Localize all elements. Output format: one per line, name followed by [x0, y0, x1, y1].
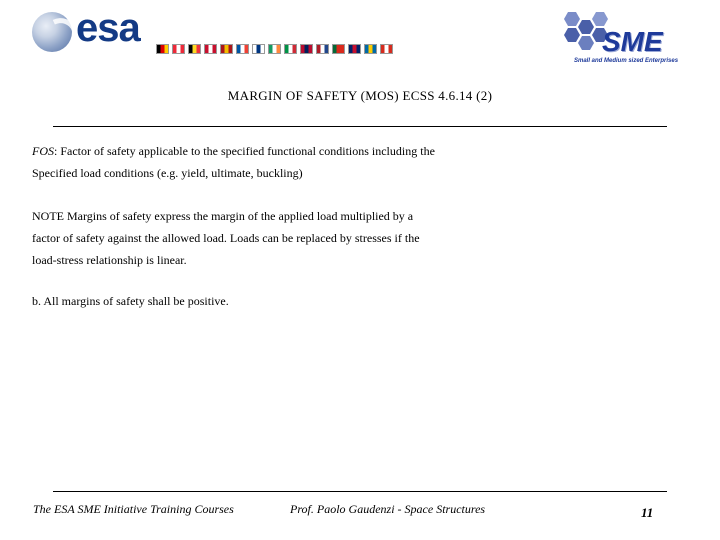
flag-icon: [348, 44, 361, 54]
note-line-2: factor of safety against the allowed load. Loads can be replaced by stresses if the: [32, 231, 420, 245]
fos-definition: [32, 140, 502, 184]
slide-title: [0, 88, 720, 104]
flag-icon: [380, 44, 393, 54]
flag-icon: [300, 44, 313, 54]
sme-logo-text: SME: [602, 26, 663, 57]
page-number: 11: [641, 505, 654, 520]
flag-icon: [268, 44, 281, 54]
esa-logo-text: esa: [76, 6, 140, 50]
member-state-flags: [156, 44, 393, 56]
esa-logo: [28, 8, 168, 60]
flag-icon: [284, 44, 297, 54]
footer-divider: [53, 491, 667, 492]
footer-course: The ESA SME Initiative Training Courses: [33, 502, 234, 516]
flag-icon: [188, 44, 201, 54]
flag-icon: [236, 44, 249, 54]
fos-line-2: Specified load conditions (e.g. yield, ultimate, buckling): [32, 166, 303, 180]
flag-icon: [156, 44, 169, 54]
flag-icon: [204, 44, 217, 54]
esa-globe-icon: [32, 12, 72, 52]
footer-author: Prof. Paolo Gaudenzi - Space Structures: [290, 502, 486, 516]
title-divider: [53, 126, 667, 127]
slide-title-text: MARGIN OF SAFETY (MOS) ECSS 4.6.14 (2): [227, 88, 493, 103]
sme-tagline: Small and Medium sized Enterprises: [574, 58, 679, 64]
fos-label: FOS: [32, 144, 54, 158]
flag-icon: [220, 44, 233, 54]
flag-icon: [252, 44, 265, 54]
requirement-text: b. All margins of safety shall be positive.: [32, 294, 229, 308]
fos-line-1: [32, 140, 502, 162]
flag-icon: [364, 44, 377, 54]
note-paragraph: [32, 205, 482, 271]
hexagon-icon: [578, 36, 594, 50]
hexagon-icon: [578, 20, 594, 34]
note-line-3: load-stress relationship is linear.: [32, 253, 187, 267]
requirement-paragraph: [32, 290, 482, 312]
fos-text: : Factor of safety applicable to the specified functional conditions including the: [54, 144, 435, 158]
flag-icon: [332, 44, 345, 54]
hexagon-icon: [592, 12, 608, 26]
hexagon-icon: [564, 28, 580, 42]
hexagon-icon: [564, 12, 580, 26]
sme-logo: [556, 6, 696, 72]
note-line-1: NOTE Margins of safety express the margin of the applied load multiplied by a: [32, 209, 414, 223]
flag-icon: [316, 44, 329, 54]
flag-icon: [172, 44, 185, 54]
